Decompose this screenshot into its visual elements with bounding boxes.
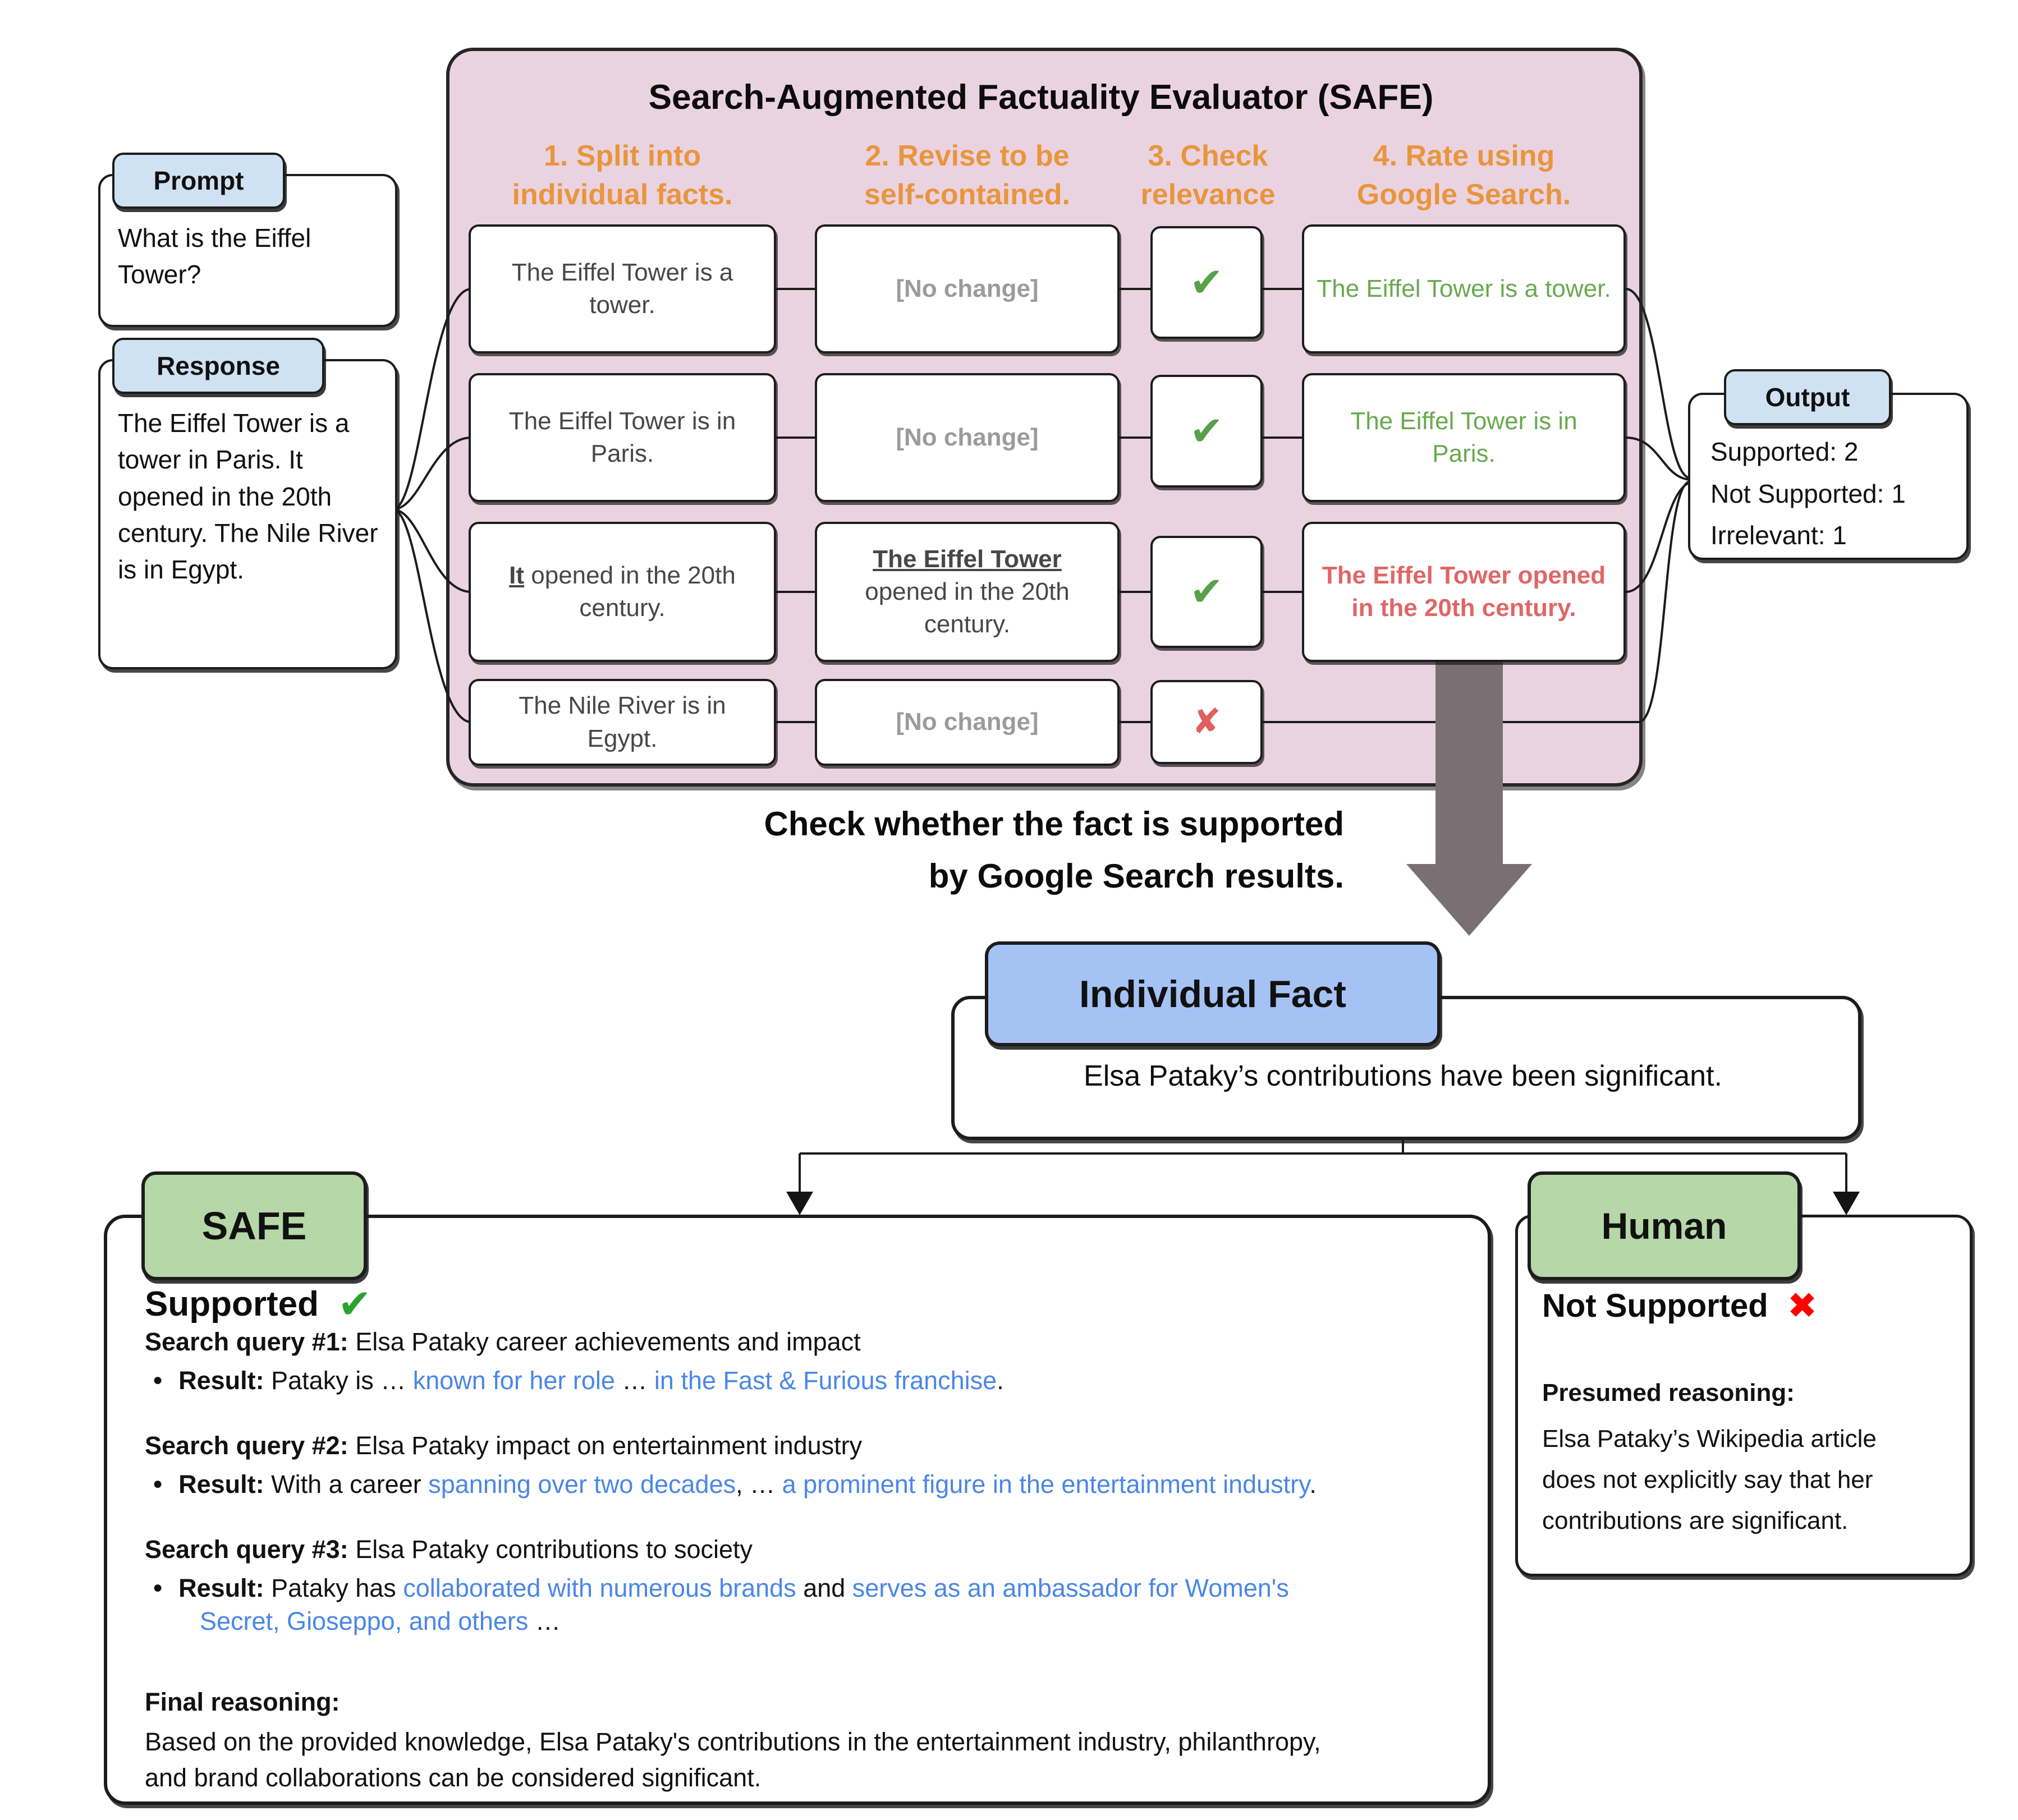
safe-evidence-line-flabel: Final reasoning: xyxy=(145,1687,340,1716)
fact-cell-row2-split: The Eiffel Tower is in Paris. xyxy=(469,373,776,502)
cross-icon: ✖ xyxy=(1787,1285,1818,1326)
step-header-3: 3. Check relevance xyxy=(1140,140,1276,211)
safe-evidence-line-ftext: Based on the provided knowledge, Elsa Pataky's contributions in the entertainment industry, philanthropy, xyxy=(145,1727,1321,1757)
safe-evidence-line-ftext: and brand collaborations can be considered significant. xyxy=(145,1763,762,1792)
fact-cell-row3-split: It opened in the 20th century. xyxy=(469,522,776,662)
relevance-cell-row3 xyxy=(1150,536,1263,648)
output-tag: Output xyxy=(1724,369,1891,425)
prompt-tag: Prompt xyxy=(112,153,285,209)
individual-fact-tag: Individual Fact xyxy=(985,941,1441,1046)
arrowhead-human-icon xyxy=(1833,1192,1860,1215)
safe-tag: SAFE xyxy=(141,1171,367,1280)
safe-evidence-line-result: ● Result: With a career spanning over two decades, … a prominent figure in the entertainment industry. xyxy=(145,1468,1435,1501)
response-tag: Response xyxy=(112,338,324,394)
safe-evidence-line-query: Search query #2: Elsa Pataky impact on entertainment industry xyxy=(145,1431,863,1460)
check-icon: ✔ xyxy=(1189,408,1224,454)
cross-icon: ✘ xyxy=(1192,702,1221,741)
rating-cell-row2: The Eiffel Tower is in Paris. xyxy=(1302,373,1626,502)
step-header-4: 4. Rate using Google Search. xyxy=(1356,140,1571,211)
fact-cell-row4-revise: [No change] xyxy=(815,679,1120,766)
check-icon: ✔ xyxy=(1189,260,1224,305)
output-counts xyxy=(1710,431,1957,557)
relevance-cell-row4 xyxy=(1150,680,1263,764)
check-icon: ✔ xyxy=(1189,569,1224,614)
relevance-cell-row2 xyxy=(1150,375,1263,488)
output-not-supported-count: Not Supported: 1 xyxy=(1710,479,1906,508)
fact-cell-row4-split: The Nile River is in Egypt. xyxy=(469,679,776,766)
rating-cell-row1: The Eiffel Tower is a tower. xyxy=(1302,224,1626,353)
presumed-reasoning-text: Elsa Pataky’s Wikipedia article does not explicitly say that her contributions are significant. xyxy=(1542,1425,1877,1535)
rating-cell-row3: The Eiffel Tower opened in the 20th century. xyxy=(1302,522,1626,662)
response-text: The Eiffel Tower is a tower in Paris. It opened in the 20th century. The Nile River is in Egypt. xyxy=(118,408,378,585)
prompt-text: What is the Eiffel Tower? xyxy=(118,223,311,289)
step-header-1: 1. Split into individual facts. xyxy=(512,140,733,211)
fact-cell-row3-revise: The Eiffel Tower opened in the 20th century. xyxy=(815,522,1120,662)
output-supported-count: Supported: 2 xyxy=(1710,437,1859,466)
caption: Check whether the fact is supported by Google Search results. xyxy=(764,805,1344,895)
step-header-2: 2. Revise to be self-contained. xyxy=(864,140,1070,211)
human-verdict: Not Supported ✖ xyxy=(1542,1285,1818,1326)
arrowhead-safe-icon xyxy=(786,1192,813,1215)
safe-evidence xyxy=(145,1325,1435,1794)
output-irrelevant-count: Irrelevant: 1 xyxy=(1710,521,1847,550)
safe-evidence-line-result: ● Result: Pataky is … known for her role … in the Fast & Furious franchise. xyxy=(145,1364,1435,1397)
relevance-cell-row1 xyxy=(1150,226,1263,339)
fact-cell-row2-revise: [No change] xyxy=(815,373,1120,502)
human-tag: Human xyxy=(1528,1171,1801,1280)
fact-cell-row1-split: The Eiffel Tower is a tower. xyxy=(469,224,776,353)
individual-fact-text: Elsa Pataky’s contributions have been significant. xyxy=(1084,1060,1722,1092)
safe-verdict: Supported ✔ xyxy=(145,1280,372,1327)
fact-cell-row1-revise: [No change] xyxy=(815,224,1120,353)
evaluator-title: Search-Augmented Factuality Evaluator (SAFE) xyxy=(648,78,1434,117)
safe-evidence-line-rcont: Secret, Gioseppo, and others … xyxy=(200,1607,561,1636)
presumed-reasoning-label: Presumed reasoning: xyxy=(1542,1379,1795,1407)
safe-evidence-line-query: Search query #1: Elsa Pataky career achievements and impact xyxy=(145,1327,861,1356)
check-icon: ✔ xyxy=(337,1282,372,1327)
safe-evidence-line-result: ● Result: Pataky has collaborated with numerous brands and serves as an ambassador for Women's xyxy=(145,1571,1435,1605)
safe-evidence-line-query: Search query #3: Elsa Pataky contributions to society xyxy=(145,1534,753,1564)
